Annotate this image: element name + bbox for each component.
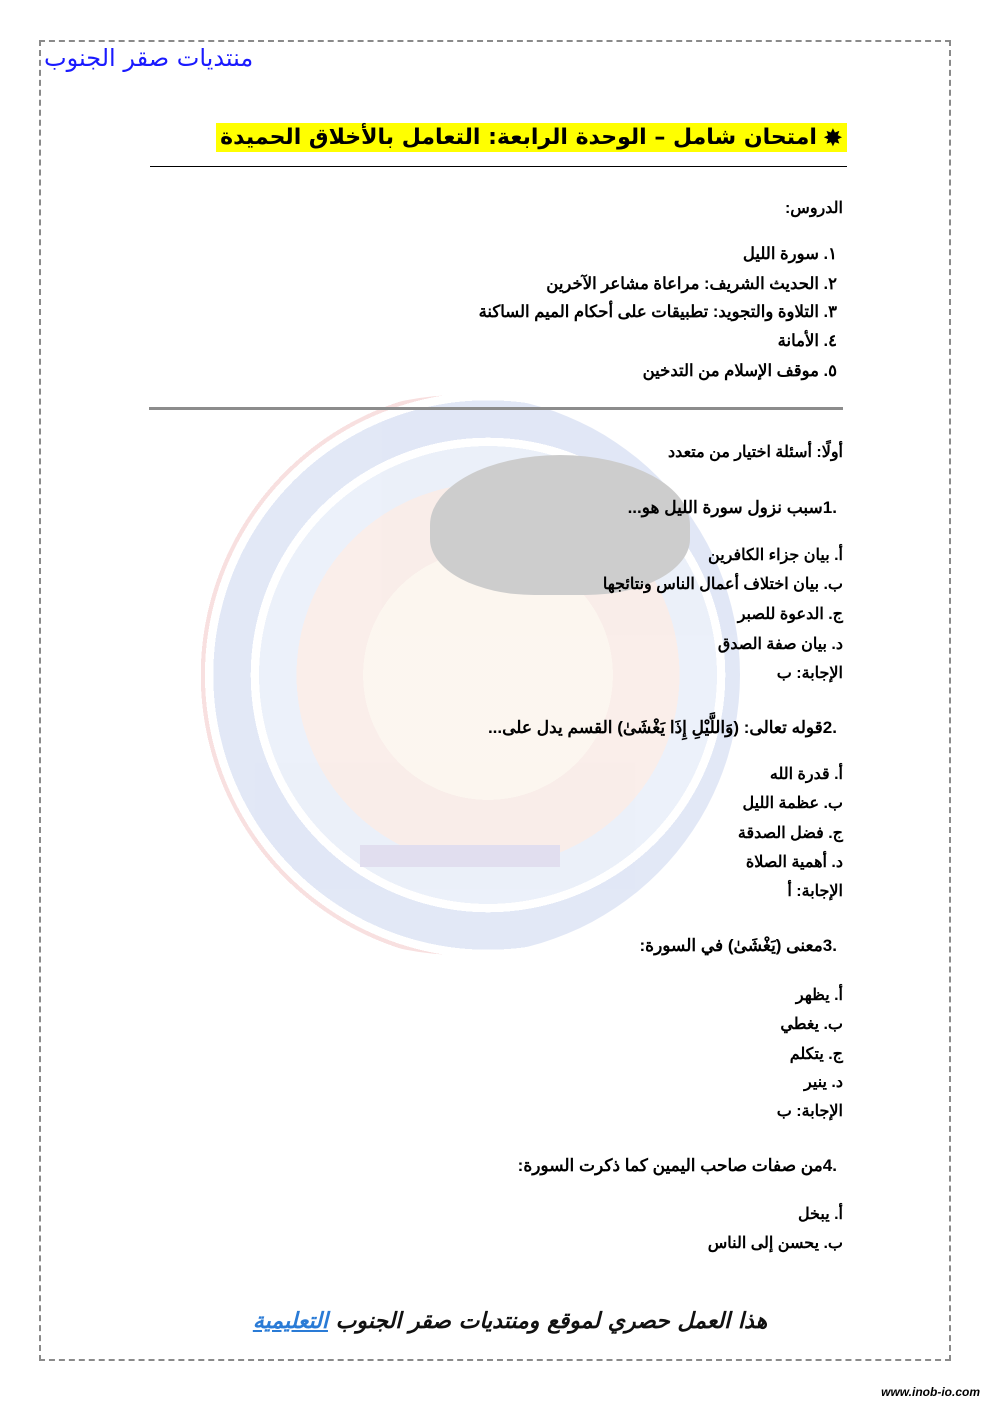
lessons-label: الدروس:: [784, 200, 843, 217]
lesson-item: ٤. الأمانة: [777, 332, 837, 350]
question-text: .4من صفات صاحب اليمين كما ذكرت السورة:: [517, 1156, 837, 1175]
answer: الإجابة: ب: [776, 665, 843, 682]
option: أ. يظهر: [795, 987, 843, 1004]
answer: الإجابة: ب: [776, 1103, 843, 1120]
site-name: منتديات صقر الجنوب: [44, 44, 254, 72]
lesson-item: ٣. التلاوة والتجويد: تطبيقات على أحكام الميم الساكنة: [478, 303, 837, 321]
star-burst-icon: ✸: [822, 123, 843, 152]
option: د. بيان صفة الصدق: [717, 636, 843, 653]
option: ج. يتكلم: [789, 1046, 843, 1063]
question-text: .3معنى (يَغْشَىٰ) في السورة:: [639, 936, 837, 955]
option: ج. الدعوة للصبر: [737, 606, 843, 623]
footer-note: [200, 1308, 820, 1334]
page-title-text: امتحان شامل – الوحدة الرابعة: التعامل بالأخلاق الحميدة: [220, 125, 817, 150]
option: ب. يغطي: [780, 1016, 843, 1033]
lesson-item: ٥. موقف الإسلام من التدخين: [642, 362, 837, 380]
lesson-item: ٢. الحديث الشريف: مراعاة مشاعر الآخرين: [546, 275, 837, 293]
footer-note-text: هذا العمل حصري لموقع ومنتديات صقر الجنوب: [335, 1308, 768, 1334]
option: ج. فضل الصدقة: [737, 825, 843, 842]
option: ب. عظمة الليل: [742, 795, 843, 812]
option: أ. بيان جزاء الكافرين: [708, 547, 843, 564]
page-title: [216, 123, 847, 152]
question-text: .2قوله تعالى: (وَاللَّيْلِ إِذَا يَغْشَىٰ) القسم يدل على...: [487, 718, 837, 737]
section-divider: [149, 407, 843, 410]
option: أ. قدرة الله: [769, 766, 843, 783]
option: أ. يبخل: [797, 1206, 843, 1223]
lesson-item: ١. سورة الليل: [742, 245, 837, 263]
option: د. أهمية الصلاة: [745, 854, 843, 871]
option: ب. بيان اختلاف أعمال الناس ونتائجها: [602, 576, 843, 593]
answer: الإجابة: أ: [787, 883, 843, 900]
question-text: .1سبب نزول سورة الليل هو...: [627, 498, 837, 517]
footer-link[interactable]: التعليمية: [252, 1308, 328, 1334]
option: د. ينير: [804, 1074, 843, 1091]
section-heading: أولًا: أسئلة اختيار من متعدد: [668, 444, 843, 461]
title-block: [150, 120, 847, 167]
option: ب. يحسن إلى الناس: [707, 1235, 843, 1252]
website-url[interactable]: www.inob-io.com: [881, 1385, 980, 1399]
